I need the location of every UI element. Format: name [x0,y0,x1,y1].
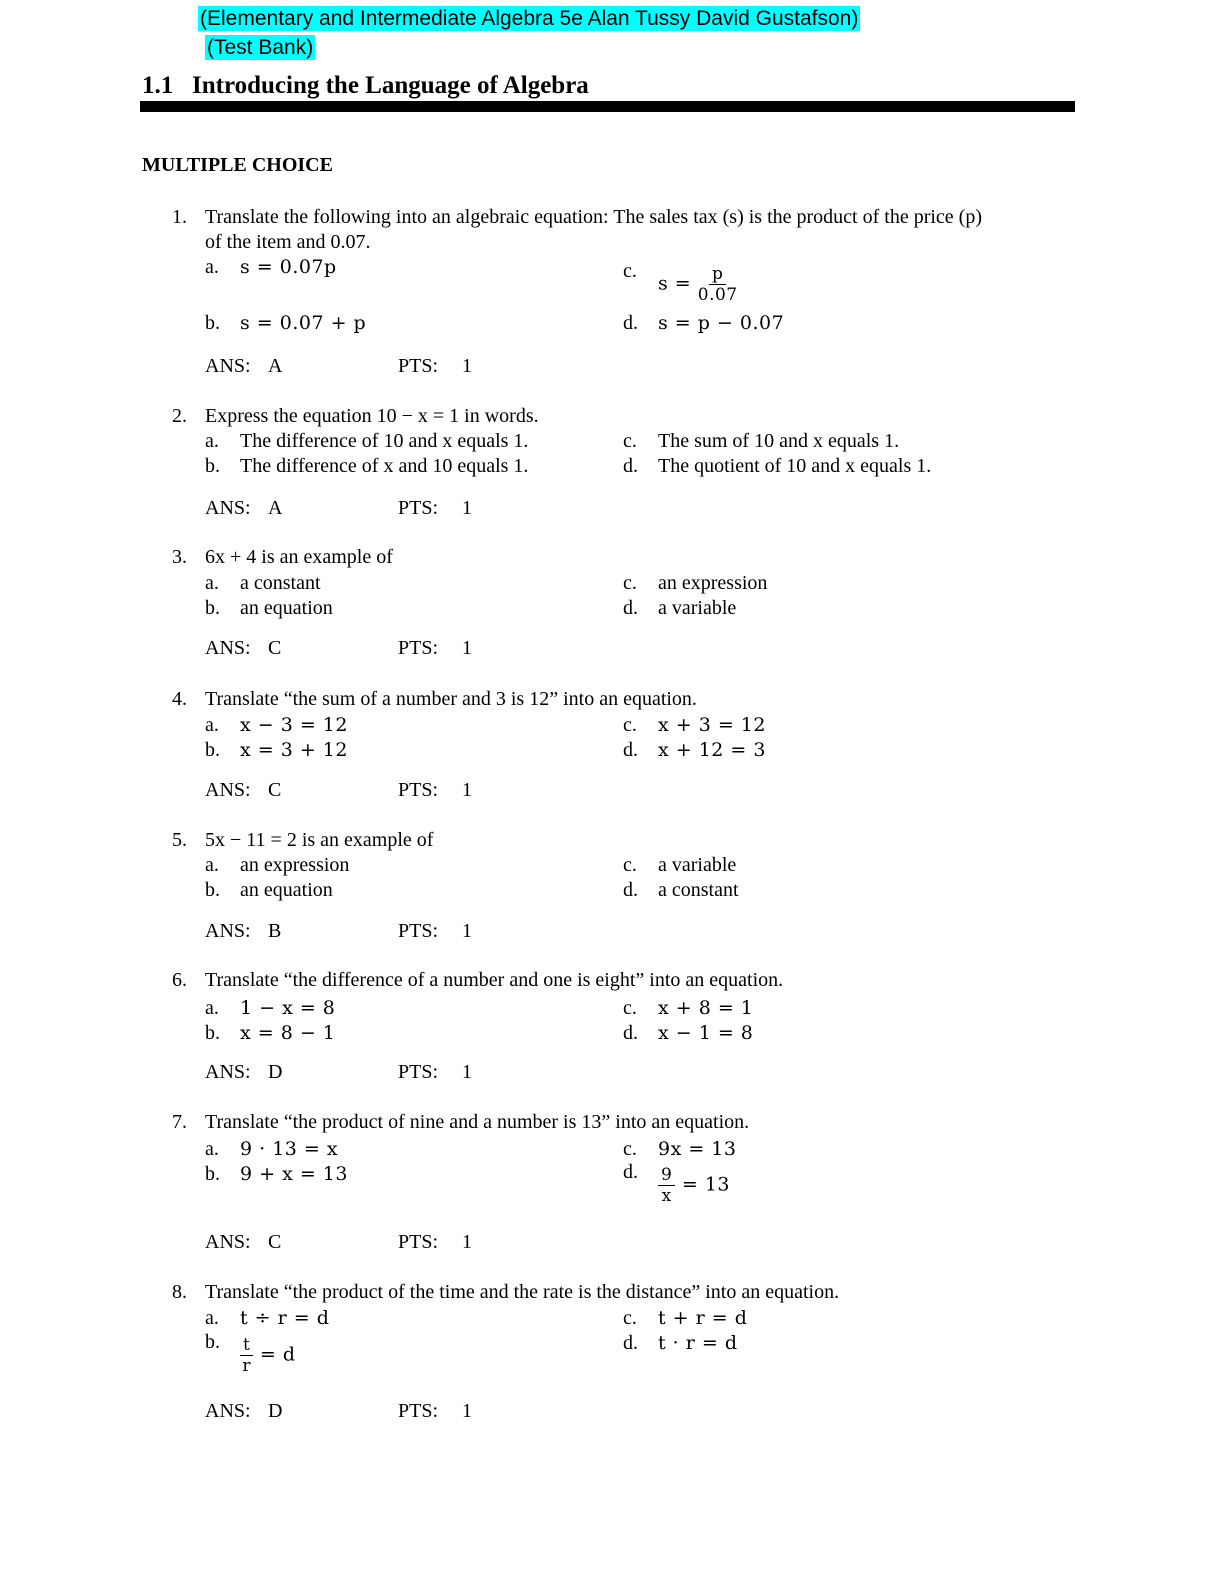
question-number: 8. [172,1281,187,1303]
option-b-text[interactable]: x = 3 + 12 [240,739,348,761]
answer-label: ANS: [205,1061,251,1083]
option-c-text[interactable]: an expression [658,572,768,594]
question-text: Translate the following into an algebraic equation: The sales tax (s) is the product of the price (p) [205,206,983,228]
option-c-label: c. [623,430,637,452]
answer-label: ANS: [205,779,251,801]
question-number: 1. [172,206,187,228]
denominator: r [242,1356,251,1376]
option-d-text[interactable]: a constant [658,879,739,901]
option-b-text[interactable]: s = 0.07 + p [240,312,367,334]
question-text: Translate “the sum of a number and 3 is 12” into an equation. [205,688,697,710]
subsection-heading: MULTIPLE CHOICE [142,154,333,176]
points-label: PTS: [398,779,439,801]
question-number: 4. [172,688,187,710]
numerator: 9 [658,1165,675,1186]
option-d-text[interactable]: t · r = d [658,1332,738,1354]
option-c-label: c. [623,572,637,594]
answer-value: A [268,355,283,377]
section-rule [140,101,1075,112]
option-c-label: c. [623,1138,637,1160]
option-a-text[interactable]: 9 · 13 = x [240,1138,339,1160]
points-value: 1 [462,779,472,801]
option-a-text[interactable]: s = 0.07p [240,256,337,278]
question-number: 2. [172,405,187,427]
fraction-suffix: = 13 [675,1173,731,1196]
question-number: 5. [172,829,187,851]
question-text: Translate “the difference of a number and one is eight” into an equation. [205,969,784,991]
option-b-label: b. [205,739,220,761]
option-d-label: d. [623,879,638,901]
question-text: of the item and 0.07. [205,231,371,253]
option-d-label: d. [623,312,638,334]
question-text: Translate “the product of the time and the rate is the distance” into an equation. [205,1281,840,1303]
option-d-fraction[interactable] [658,1165,730,1206]
points-label: PTS: [398,1231,439,1253]
option-d-text[interactable]: The quotient of 10 and x equals 1. [658,455,932,477]
option-c-fraction[interactable] [658,264,738,305]
points-label: PTS: [398,355,439,377]
option-b-label: b. [205,312,220,334]
fraction-suffix: = d [253,1343,296,1366]
answer-value: C [268,1231,282,1253]
question-text: Express the equation 10 − x = 1 in words. [205,405,539,427]
points-label: PTS: [398,497,439,519]
option-b-text[interactable]: x = 8 − 1 [240,1022,336,1044]
document-title-line1: (Elementary and Intermediate Algebra 5e Alan Tussy David Gustafson) [200,7,859,30]
question-number: 7. [172,1111,187,1133]
answer-label: ANS: [205,497,251,519]
option-a-label: a. [205,1307,219,1329]
option-c-text[interactable]: t + r = d [658,1307,748,1329]
option-c-label: c. [623,1307,637,1329]
option-b-label: b. [205,455,220,477]
section-heading [142,72,589,100]
answer-value: D [268,1400,283,1422]
option-a-label: a. [205,1138,219,1160]
option-b-text[interactable]: The difference of x and 10 equals 1. [240,455,529,477]
option-a-text[interactable]: a constant [240,572,321,594]
option-c-label: c. [623,997,637,1019]
section-title: Introducing the Language of Algebra [192,72,589,99]
option-b-label: b. [205,879,220,901]
answer-label: ANS: [205,920,251,942]
option-c-text[interactable]: a variable [658,854,737,876]
fraction [698,264,738,305]
points-value: 1 [462,1231,472,1253]
points-value: 1 [462,1400,472,1422]
option-c-text[interactable]: The sum of 10 and x equals 1. [658,430,900,452]
points-value: 1 [462,497,472,519]
option-c-label: c. [623,260,637,282]
answer-value: A [268,497,283,519]
answer-value: C [268,637,282,659]
option-c-text[interactable]: 9x = 13 [658,1138,737,1160]
option-a-text[interactable]: x − 3 = 12 [240,714,348,736]
denominator: 0.07 [697,285,738,305]
points-label: PTS: [398,920,439,942]
denominator: x [661,1186,672,1206]
question-number: 6. [172,969,187,991]
option-d-text[interactable]: x + 12 = 3 [658,739,766,761]
points-label: PTS: [398,637,439,659]
option-d-label: d. [623,455,638,477]
option-a-label: a. [205,256,219,278]
option-a-text[interactable]: The difference of 10 and x equals 1. [240,430,529,452]
option-b-label: b. [205,1022,220,1044]
points-value: 1 [462,920,472,942]
option-b-label: b. [205,1163,220,1185]
option-a-text[interactable]: t ÷ r = d [240,1307,330,1329]
option-d-text[interactable]: s = p − 0.07 [658,312,785,334]
option-d-label: d. [623,1161,638,1183]
question-text: Translate “the product of nine and a number is 13” into an equation. [205,1111,750,1133]
section-number: 1.1 [142,72,174,99]
option-b-label: b. [205,597,220,619]
option-d-text[interactable]: a variable [658,597,737,619]
option-b-text[interactable]: 9 + x = 13 [240,1163,348,1185]
fraction-prefix: s = [658,272,698,295]
fraction [658,1165,675,1206]
option-a-label: a. [205,430,219,452]
numerator: p [709,264,726,285]
option-b-label: b. [205,1331,220,1353]
points-label: PTS: [398,1400,439,1422]
answer-label: ANS: [205,1400,251,1422]
option-c-text[interactable]: x + 3 = 12 [658,714,766,736]
option-d-label: d. [623,1332,638,1354]
answer-label: ANS: [205,1231,251,1253]
option-a-text[interactable]: 1 − x = 8 [240,997,336,1019]
question-text: 5x − 11 = 2 is an example of [205,829,434,851]
question-number: 3. [172,546,187,568]
document-title-line2: (Test Bank) [207,36,314,59]
answer-value: B [268,920,282,942]
answer-label: ANS: [205,637,251,659]
option-a-text[interactable]: an expression [240,854,350,876]
option-c-label: c. [623,714,637,736]
option-a-label: a. [205,997,219,1019]
question-text: 6x + 4 is an example of [205,546,393,568]
option-c-label: c. [623,854,637,876]
option-a-label: a. [205,714,219,736]
answer-value: C [268,779,282,801]
fraction [240,1335,253,1376]
option-c-text[interactable]: x + 8 = 1 [658,997,754,1019]
option-b-text[interactable]: an equation [240,879,333,901]
option-a-label: a. [205,572,219,594]
option-d-label: d. [623,597,638,619]
points-value: 1 [462,1061,472,1083]
option-b-text[interactable]: an equation [240,597,333,619]
points-label: PTS: [398,1061,439,1083]
option-d-label: d. [623,1022,638,1044]
option-d-label: d. [623,739,638,761]
answer-value: D [268,1061,283,1083]
numerator: t [240,1335,253,1356]
answer-label: ANS: [205,355,251,377]
points-value: 1 [462,355,472,377]
option-d-text[interactable]: x − 1 = 8 [658,1022,754,1044]
points-value: 1 [462,637,472,659]
option-a-label: a. [205,854,219,876]
option-b-fraction[interactable] [240,1335,296,1376]
